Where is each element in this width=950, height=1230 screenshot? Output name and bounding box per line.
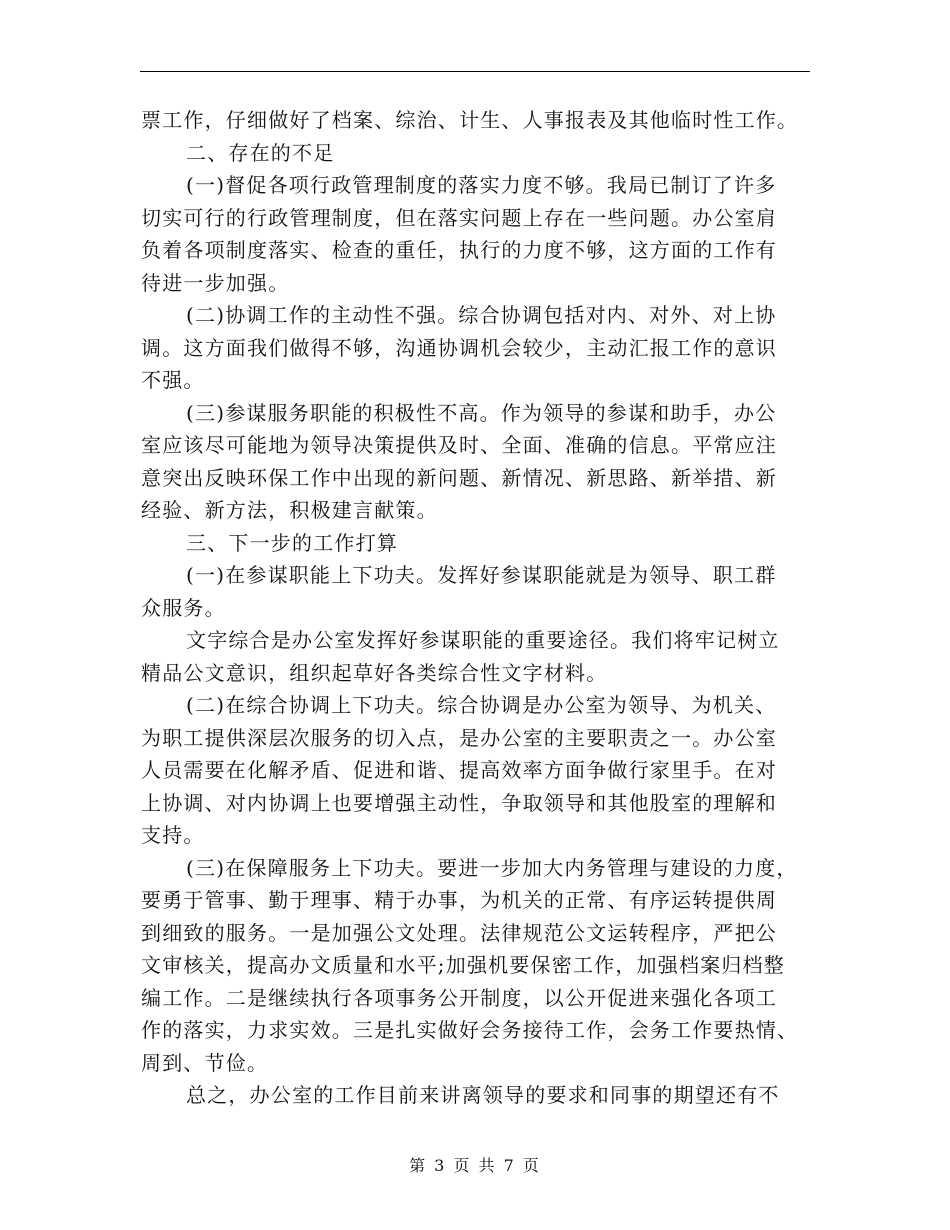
- header-rule: [140, 71, 810, 72]
- text-line: 上协调、对内协调上也要增强主动性，争取领导和其他股室的理解和: [141, 790, 777, 815]
- text-line: (二)协调工作的主动性不强。综合协调包括对内、对外、对上协: [186, 303, 777, 327]
- text-line: 票工作，仔细做好了档案、综治、计生、人事报表及其他临时性工作。: [141, 108, 799, 132]
- text-line: 作的落实，力求实效。三是扎实做好会务接待工作，会务工作要热情、: [141, 1018, 799, 1042]
- text-line: (三)参谋服务职能的积极性不高。作为领导的参谋和助手，办公: [186, 400, 777, 425]
- text-line: 周到、节俭。: [141, 1050, 269, 1075]
- text-line: 负着各项制度落实、检查的重任，执行的力度不够，这方面的工作有: [141, 238, 777, 262]
- text-line: 支持。: [141, 823, 205, 847]
- text-line: 待进一步加强。: [141, 270, 290, 295]
- text-line: 到细致的服务。一是加强公文处理。法律规范公文运转程序，严把公: [141, 920, 777, 945]
- text-line: 众服务。: [141, 595, 226, 620]
- text-line: (三)在保障服务上下功夫。要进一步加大内务管理与建设的力度，: [186, 855, 798, 880]
- text-line: (一)在参谋职能上下功夫。发挥好参谋职能就是为领导、职工群: [186, 563, 777, 587]
- document-body: [141, 104, 813, 1112]
- text-line: 为职工提供深层次服务的切入点，是办公室的主要职责之一。办公室: [141, 725, 777, 750]
- text-line: 文字综合是办公室发挥好参谋职能的重要途径。我们将牢记树立: [186, 628, 780, 652]
- text-line: 要勇于管事、勤于理事、精于办事，为机关的正常、有序运转提供周: [141, 888, 777, 912]
- text-line: 调。这方面我们做得不够，沟通协调机会较少，主动汇报工作的意识: [141, 335, 777, 360]
- text-line: 经验、新方法，积极建言献策。: [141, 498, 438, 522]
- text-line: 人员需要在化解矛盾、促进和谐、提高效率方面争做行家里手。在对: [141, 758, 777, 782]
- text-line: 二、存在的不足: [186, 140, 335, 165]
- text-line: (一)督促各项行政管理制度的落实力度不够。我局已制订了许多: [186, 173, 777, 197]
- text-line: 编工作。二是继续执行各项事务公开制度，以公开促进来强化各项工: [141, 985, 777, 1010]
- text-line: 三、下一步的工作打算: [186, 530, 398, 555]
- text-line: 总之，办公室的工作目前来讲离领导的要求和同事的期望还有不: [186, 1083, 780, 1107]
- text-line: 文审核关，提高办文质量和水平;加强机要保密工作，加强档案归档整: [141, 953, 785, 977]
- page-number: 第 3 页 共 7 页: [409, 1156, 541, 1175]
- text-line: 意突出反映环保工作中出现的新问题、新情况、新思路、新举措、新: [141, 465, 777, 490]
- text-line: 精品公文意识，组织起草好各类综合性文字材料。: [141, 660, 608, 685]
- text-line: (二)在综合协调上下功夫。综合协调是办公室为领导、为机关、: [186, 693, 777, 717]
- text-line: 不强。: [141, 368, 205, 392]
- text-line: 切实可行的行政管理制度，但在落实问题上存在一些问题。办公室肩: [141, 205, 777, 230]
- text-line: 室应该尽可能地为领导决策提供及时、全面、准确的信息。平常应注: [141, 433, 777, 457]
